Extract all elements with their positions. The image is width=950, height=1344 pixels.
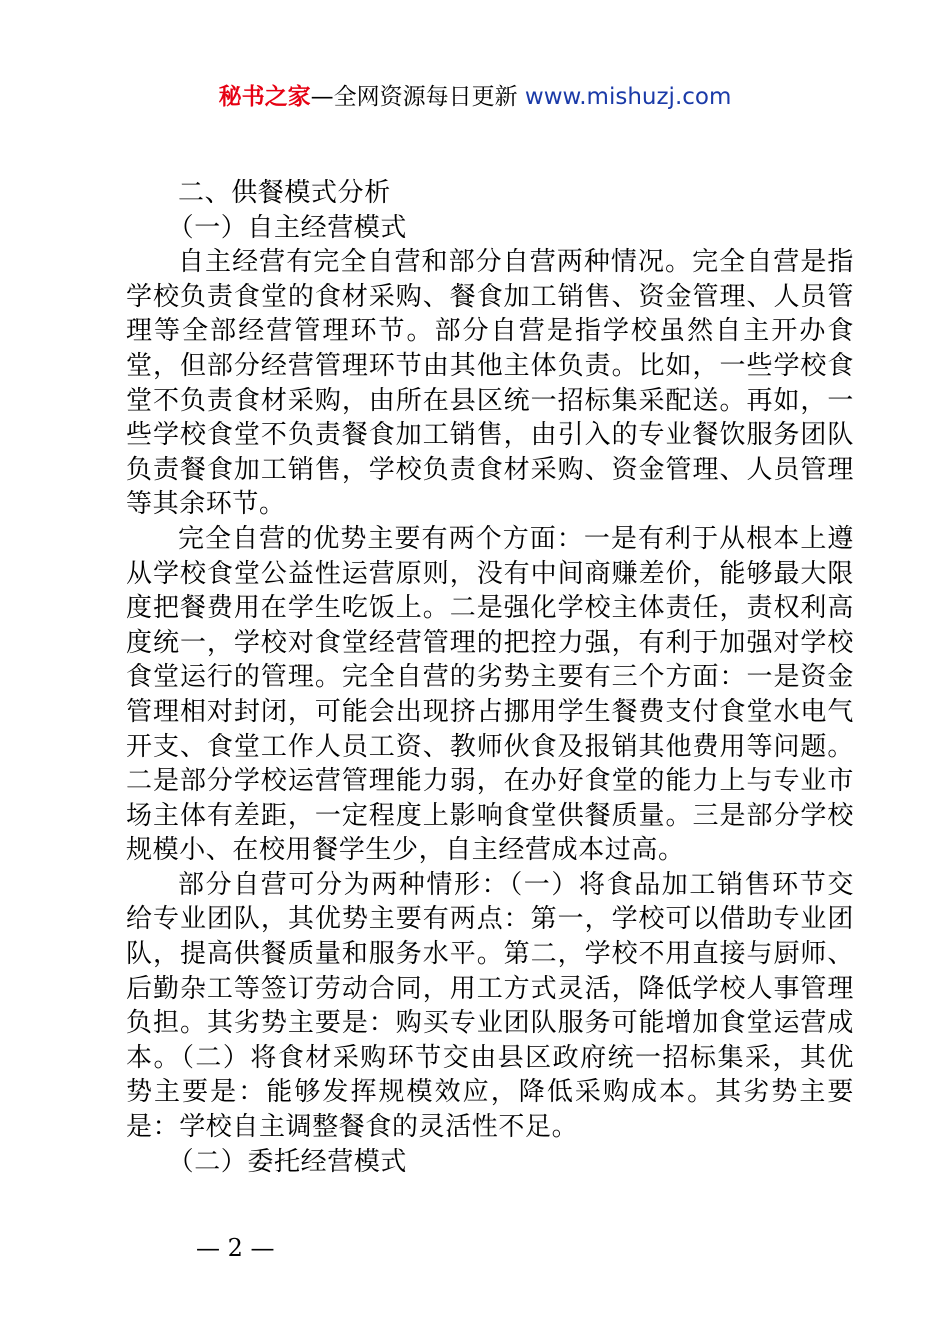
site-header <box>0 82 950 112</box>
page-number: — 2 — <box>196 1234 275 1262</box>
site-brand: 秘书之家 <box>218 84 311 110</box>
paragraph-partial-self-operation-analysis: 部分自营可分为两种情形：（一）将食品加工销售环节交给专业团队，其优势主要有两点：第一，学校可以借助专业团队，提高供餐质量和服务水平。第二，学校不用直接与厨师、后勤杂工等签订劳动合同，用工方式灵活，降低学校人事管理负担。其劣势主要是：购买专业团队服务可能增加食堂运营成本。（二）将食材采购环节交由县区政府统一招标集采，其优势主要是：能够发挥规模效应，降低采购成本。其劣势主要是：学校自主调整餐食的灵活性不足。 <box>126 869 854 1143</box>
section-heading: 二、供餐模式分析 <box>178 178 391 208</box>
document-body <box>126 176 854 1179</box>
site-url-link[interactable]: www.mishuzj.com <box>524 84 732 110</box>
paragraph-full-self-operation-analysis: 完全自营的优势主要有两个方面：一是有利于从根本上遵从学校食堂公益性运营原则，没有中间商赚差价，能够最大限度把餐费用在学生吃饭上。二是强化学校主体责任，责权利高度统一，学校对食堂经营管理的把控力强，有利于加强对学校食堂运行的管理。完全自营的劣势主要有三个方面：一是资金管理相对封闭，可能会出现挤占挪用学生餐费支付食堂水电气开支、食堂工作人员工资、教师伙食及报销其他费用等问题。二是部分学校运营管理能力弱，在办好食堂的能力上与专业市场主体有差距，一定程度上影响食堂供餐质量。三是部分学校规模小、在校用餐学生少，自主经营成本过高。 <box>126 523 854 866</box>
paragraph-self-operation-types: 自主经营有完全自营和部分自营两种情况。完全自营是指学校负责食堂的食材采购、餐食加工销售、资金管理、人员管理等全部经营管理环节。部分自营是指学校虽然自主开办食堂，但部分经营管理环节由其他主体负责。比如，一些学校食堂不负责食材采购，由所在县区统一招标集采配送。再如，一些学校食堂不负责餐食加工销售，由引入的专业餐饮服务团队负责餐食加工销售，学校负责食材采购、资金管理、人员管理等其余环节。 <box>126 247 854 520</box>
subheading-self-operation: （一）自主经营模式 <box>167 212 407 243</box>
site-tagline: —全网资源每日更新 <box>310 84 518 110</box>
subheading-entrusted-operation: （二）委托经营模式 <box>167 1146 407 1177</box>
